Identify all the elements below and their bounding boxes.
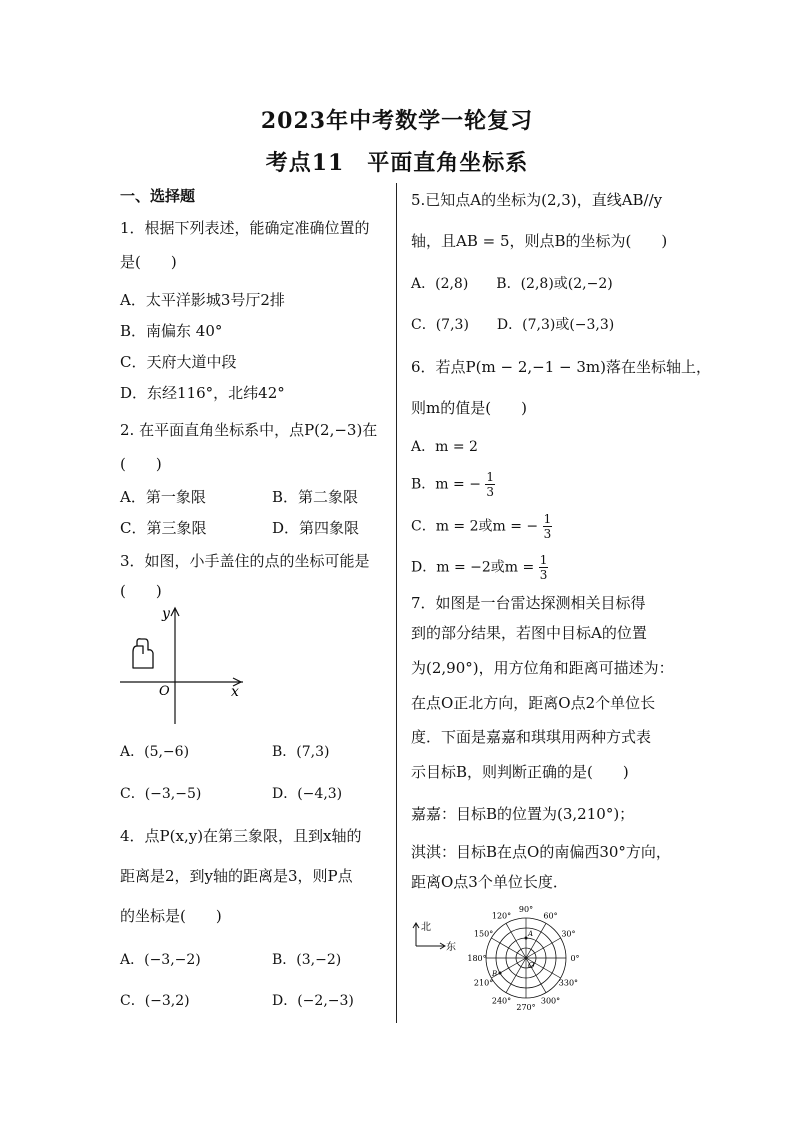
- radar-angle-label: 210°: [473, 978, 494, 988]
- fraction-numerator: 1: [486, 470, 495, 484]
- q3-option-c: C．(−3,−5): [120, 786, 202, 802]
- q4-option-d: D．(−2,−3): [272, 993, 354, 1009]
- radar-angle-label: 120°: [491, 911, 512, 921]
- point-b: [499, 972, 502, 975]
- x-axis-label: x: [231, 684, 239, 700]
- section-heading: 一、选择题: [120, 187, 196, 205]
- q1-stem-2: 是( ): [120, 253, 177, 271]
- q2-option-a: A．第一象限: [120, 488, 206, 506]
- q3-option-d: D．(−4,3): [272, 786, 343, 802]
- q6-option-d: [411, 553, 548, 582]
- q6-option-d-text: D．m = −2或m =: [411, 559, 535, 576]
- y-axis-label: y: [162, 606, 170, 622]
- fraction-numerator: 1: [539, 553, 548, 567]
- hand-icon: [133, 639, 153, 668]
- q5-options-cd: C．(7,3) D．(7,3)或(−3,3): [411, 317, 615, 333]
- radar-angle-label: 270°: [516, 1003, 536, 1012]
- q2-stem-1: 2. 在平面直角坐标系中，点P(2,−3)在: [120, 421, 378, 439]
- q5-stem-1: 5.已知点A的坐标为(2,3)，直线AB//y: [411, 191, 663, 209]
- radar-spoke: [526, 938, 561, 958]
- q3-stem-1: 3．如图，小手盖住的点的坐标可能是: [120, 552, 370, 570]
- column-divider: [396, 183, 397, 1023]
- q3-coordinate-figure: [115, 602, 255, 730]
- q5-stem-2: 轴，且AB = 5，则点B的坐标为( ): [411, 232, 668, 250]
- q7-line-8: 淇淇：目标B在点O的南偏西30°方向，: [411, 843, 671, 861]
- q4-option-c: C．(−3,2): [120, 993, 190, 1009]
- radar-angle-label: 30°: [561, 929, 576, 939]
- q6-option-c: [411, 512, 552, 541]
- q4-stem-1: 4．点P(x,y)在第三象限，且到x轴的: [120, 827, 362, 845]
- compass-legend: [408, 918, 458, 958]
- q4-stem-2: 距离是2，到y轴的距离是3，则P点: [120, 867, 353, 885]
- q2-option-c: C．第三象限: [120, 519, 207, 537]
- q3-option-b: B．(7,3): [272, 744, 330, 760]
- q4-option-b: B．(3,−2): [272, 952, 342, 968]
- north-label: 北: [421, 922, 431, 933]
- radar-spoke: [491, 938, 526, 958]
- fraction: [485, 470, 495, 499]
- east-label: 东: [446, 942, 456, 953]
- q2-option-d: D．第四象限: [272, 519, 360, 537]
- radar-angle-label: 330°: [558, 978, 579, 988]
- origin-label: O: [159, 684, 170, 699]
- q6-stem-1: 6．若点P(m − 2,−1 − 3m)落在坐标轴上，: [411, 358, 711, 376]
- q3-stem-2: ( ): [120, 582, 162, 600]
- q7-line-6: 示目标B，则判断正确的是( ): [411, 763, 629, 781]
- q7-line-3: 为(2,90°)，用方位角和距离可描述为：: [411, 659, 674, 677]
- q6-option-a: A．m = 2: [411, 439, 478, 455]
- point-a-label: A: [528, 930, 534, 938]
- point-b-label: B: [492, 970, 498, 978]
- radar-diagram: [456, 900, 606, 1022]
- radar-center-label: O: [528, 961, 535, 970]
- radar-angle-label: 180°: [467, 954, 487, 963]
- q6-option-c-text: C．m = 2或m = −: [411, 518, 539, 535]
- radar-spoke: [506, 923, 526, 958]
- q1-stem-1: 1．根据下列表述，能确定准确位置的: [120, 219, 370, 237]
- q1-option-c: C．天府大道中段: [120, 353, 237, 371]
- q1-option-a: A．太平洋影城3号厅2排: [120, 291, 285, 309]
- radar-spoke: [526, 923, 546, 958]
- fraction: [539, 553, 549, 582]
- q4-stem-3: 的坐标是( ): [120, 907, 222, 925]
- q7-line-9: 距离O点3个单位长度．: [411, 873, 568, 891]
- radar-angle-label: 150°: [473, 929, 494, 939]
- radar-angle-label: 300°: [540, 996, 561, 1006]
- q1-option-d: D．东经116°，北纬42°: [120, 384, 285, 402]
- radar-spoke: [506, 958, 526, 993]
- q6-stem-2: 则m的值是( ): [411, 399, 527, 417]
- radar-angle-label: 0°: [570, 954, 580, 963]
- radar-angle-label: 60°: [543, 911, 558, 921]
- q3-option-a: A．(5,−6): [120, 744, 190, 760]
- fraction-denominator: 3: [486, 485, 495, 499]
- q4-option-a: A．(−3,−2): [120, 952, 201, 968]
- q7-line-1: 7．如图是一台雷达探测相关目标得: [411, 594, 646, 612]
- fraction-numerator: 1: [543, 512, 552, 526]
- q7-line-2: 到的部分结果，若图中目标A的位置: [411, 624, 647, 642]
- q2-option-b: B．第二象限: [272, 488, 359, 506]
- q5-options-ab: A．(2,8) B．(2,8)或(2,−2): [411, 276, 613, 292]
- page-subtitle: 考点11 平面直角坐标系: [265, 150, 529, 176]
- q7-line-4: 在点O正北方向，距离O点2个单位长: [411, 694, 656, 712]
- q6-option-b-text: B．m = −: [411, 476, 481, 493]
- q6-option-b: [411, 470, 495, 499]
- fraction-denominator: 3: [543, 527, 552, 541]
- q2-stem-2: ( ): [120, 455, 162, 473]
- fraction-denominator: 3: [539, 568, 548, 582]
- q7-line-5: 度．下面是嘉嘉和琪琪用两种方式表: [411, 728, 652, 746]
- fraction: [543, 512, 553, 541]
- radar-angle-label: 240°: [491, 996, 512, 1006]
- q7-line-7: 嘉嘉：目标B的位置为(3,210°)；: [411, 805, 635, 823]
- radar-angle-label: 90°: [518, 905, 534, 914]
- page-title: 2023年中考数学一轮复习: [260, 108, 534, 134]
- q1-option-b: B．南偏东 40°: [120, 322, 223, 340]
